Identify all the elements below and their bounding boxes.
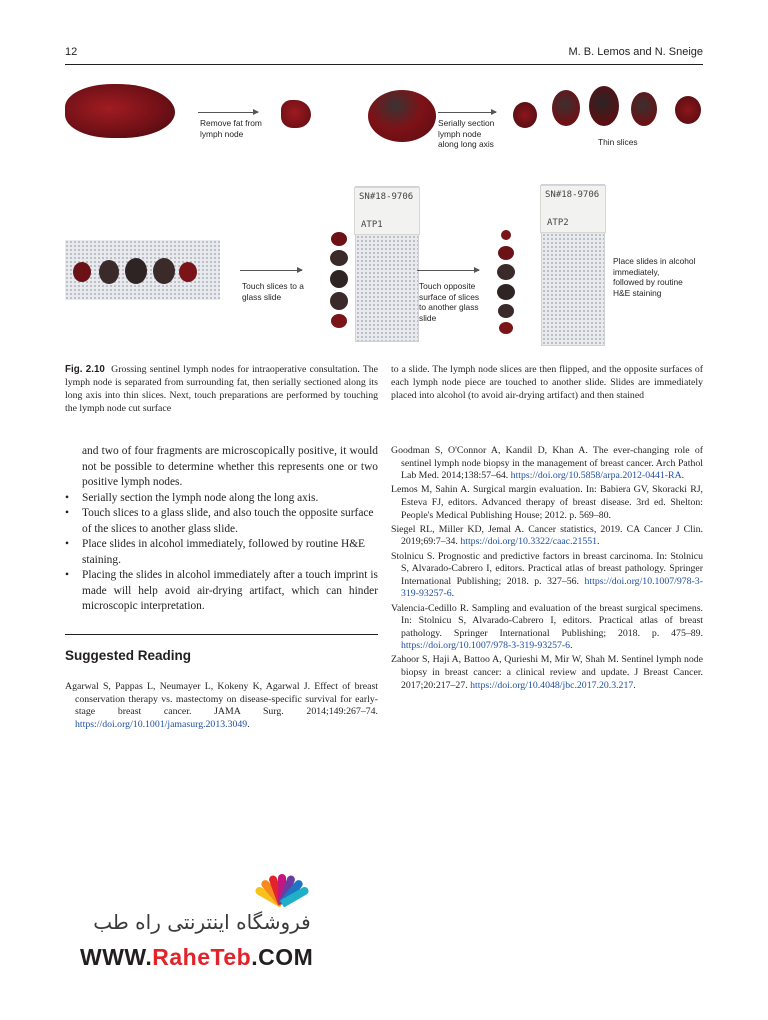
site-brand: RaheTeb <box>152 944 252 970</box>
slide-2-tag-text: ATP2 <box>547 218 569 228</box>
reference-item: Stolnicu S. Prognostic and predictive factors in breast carcinoma. In: Stolnicu S, Alvarado-Cabrero I, editors. Practical atlas of breast pathology. Springer International Publishing; 2018. p. 327–56. https://doi.org/10.1007/978-3-319-93257-6. <box>391 550 703 600</box>
page-number: 12 <box>65 46 78 58</box>
doi-link[interactable]: https://doi.org/10.3322/caac.21551 <box>460 536 598 548</box>
slide-2-id-text: SN#18-9706 <box>545 190 600 200</box>
figure-caption-left <box>65 363 378 415</box>
figure-label: Fig. 2.10 <box>65 364 105 375</box>
running-header-authors: M. B. Lemos and N. Sneige <box>568 46 703 58</box>
header-rule <box>65 64 703 65</box>
label-thin-slices: Thin slices <box>598 137 638 147</box>
reference-item: Siegel RL, Miller KD, Jemal A. Cancer statistics, 2019. CA Cancer J Clin. 2019;69:7–34. https://doi.org/10.3322/caac.21551. <box>391 523 703 548</box>
whole-lymph-node-photo <box>368 90 436 142</box>
doi-link[interactable]: https://doi.org/10.1007/978-3-319-93257-6 <box>401 575 703 600</box>
doi-link[interactable]: https://doi.org/10.5858/arpa.2012-0441-RA <box>510 470 682 482</box>
book-fan-logo-icon <box>238 868 328 904</box>
body-left-column <box>65 444 378 615</box>
label-remove-fat: Remove fat from lymph node <box>200 118 262 139</box>
arrow-2 <box>438 112 496 113</box>
label-place-slides: Place slides in alcohol immediately, followed by routine H&E staining <box>613 256 696 298</box>
doi-link[interactable]: https://doi.org/10.1001/jamasurg.2013.3049 <box>75 718 248 730</box>
watermark-site-url <box>80 944 313 971</box>
thin-slice-3 <box>589 86 619 126</box>
references-left <box>65 681 378 733</box>
slide-1-tag-text: ATP1 <box>361 220 383 230</box>
thin-slice-1 <box>513 102 537 128</box>
trimmed-lymph-node-photo <box>281 100 311 128</box>
watermark-persian-text: فروشگاه اینترنتی راه طب <box>93 910 311 934</box>
reference-item: Goodman S, O'Connor A, Kandil D, Khan A. The ever-changing role of sentinel lymph node biopsy in the management of breast cancer. Arch Pathol Lab Med. 2014;138:57–64. https://doi.org/10.5858/arpa.2012-0441-RA. <box>391 445 703 482</box>
slide-2-slices <box>495 230 517 334</box>
label-touch-slices: Touch slices to a glass slide <box>242 281 304 302</box>
figure-2-10 <box>65 70 705 360</box>
bullet-item: • Placing the slides in alcohol immediately after a touch imprint is made will help avoid air-drying artifact, which can hinder microscopic interpretation. <box>65 568 378 615</box>
site-prefix: WWW. <box>80 944 153 970</box>
thin-slice-4 <box>631 92 657 126</box>
figure-caption-right <box>391 363 703 402</box>
arrow-4 <box>417 270 479 271</box>
references-right <box>391 445 703 694</box>
slices-on-mesh-photo <box>65 240 220 300</box>
caption-text-right: to a slide. The lymph node slices are then flipped, and the opposite surfaces of each lymph node piece are touched to another slide. Slides are immediately placed into alcohol (to avoid air-drying artifact) and then stained <box>391 364 703 401</box>
caption-text-left: Grossing sentinel lymph nodes for intraoperative consultation. The lymph node is separated from surrounding fat, then serially sectioned along its long axis into thin slices. Next, touch preparations are performed by touching the lymph node cut surface <box>65 364 379 414</box>
lymph-node-with-fat-photo <box>65 84 175 138</box>
reference-item: Valencia-Cedillo R. Sampling and evaluation of the breast surgical specimens. In: Stolnicu S, Alvarado-Cabrero I, editors. Practical atlas of breast pathology. Springer International Publishing; 2018. p. 475–89. https://doi.org/10.1007/978-3-319-93257-6. <box>391 602 703 652</box>
slide-1-id-text: SN#18-9706 <box>359 192 414 202</box>
reference-item: Lemos M, Sahin A. Surgical margin evaluation. In: Babiera GV, Skoracki RJ, Esteva FJ, editors. Advanced therapy of breast disease. 3rd ed. Shelton: People's Medical Publishing House; 2012. p. 569–80. <box>391 484 703 521</box>
bullet-item: • Place slides in alcohol immediately, followed by routine H&E staining. <box>65 537 378 568</box>
slide-2-label-area <box>540 185 606 233</box>
intro-paragraph: and two of four fragments are microscopically positive, it would not be possible to determine whether this represents one or two positive lymph nodes. <box>82 445 378 488</box>
label-touch-opposite: Touch opposite surface of slices to another glass slide <box>419 281 480 323</box>
slide-1-label-area <box>354 187 420 235</box>
reference-item: Agarwal S, Pappas L, Neumayer L, Kokeny K, Agarwal J. Effect of breast conservation therapy vs. mastectomy on disease-specific survival for early-stage breast cancer. JAMA Surg. 2014;149:267–74. https://doi.org/10.1001/jamasurg.2013.3049. <box>65 681 378 730</box>
arrow-1 <box>198 112 258 113</box>
thin-slice-5 <box>675 96 701 124</box>
bullet-item: • Serially section the lymph node along the long axis. <box>65 491 378 507</box>
glass-slide-1 <box>355 186 419 342</box>
slide-1-slices <box>328 230 350 334</box>
doi-link[interactable]: https://doi.org/10.4048/jbc.2017.20.3.217 <box>470 679 634 691</box>
thin-slice-2 <box>552 90 580 126</box>
suggested-reading-heading: Suggested Reading <box>65 648 192 663</box>
label-serially-section: Serially section lymph node along long axis <box>438 118 495 149</box>
arrow-3 <box>240 270 302 271</box>
section-rule <box>65 634 378 635</box>
bullet-item: • Touch slices to a glass slide, and also touch the opposite surface of the slices to another glass slide. <box>65 506 378 537</box>
doi-link[interactable]: https://doi.org/10.1007/978-3-319-93257-6 <box>401 640 571 652</box>
reference-item: Zahoor S, Haji A, Battoo A, Qurieshi M, Mir W, Shah M. Sentinel lymph node biopsy in breast cancer: a clinical review and update. J Breast Cancer. 2017;20:217–27. https://doi.org/10.4048/jbc.2017.20.3.217. <box>391 654 703 691</box>
site-suffix: .COM <box>251 944 314 970</box>
glass-slide-2 <box>541 184 605 346</box>
